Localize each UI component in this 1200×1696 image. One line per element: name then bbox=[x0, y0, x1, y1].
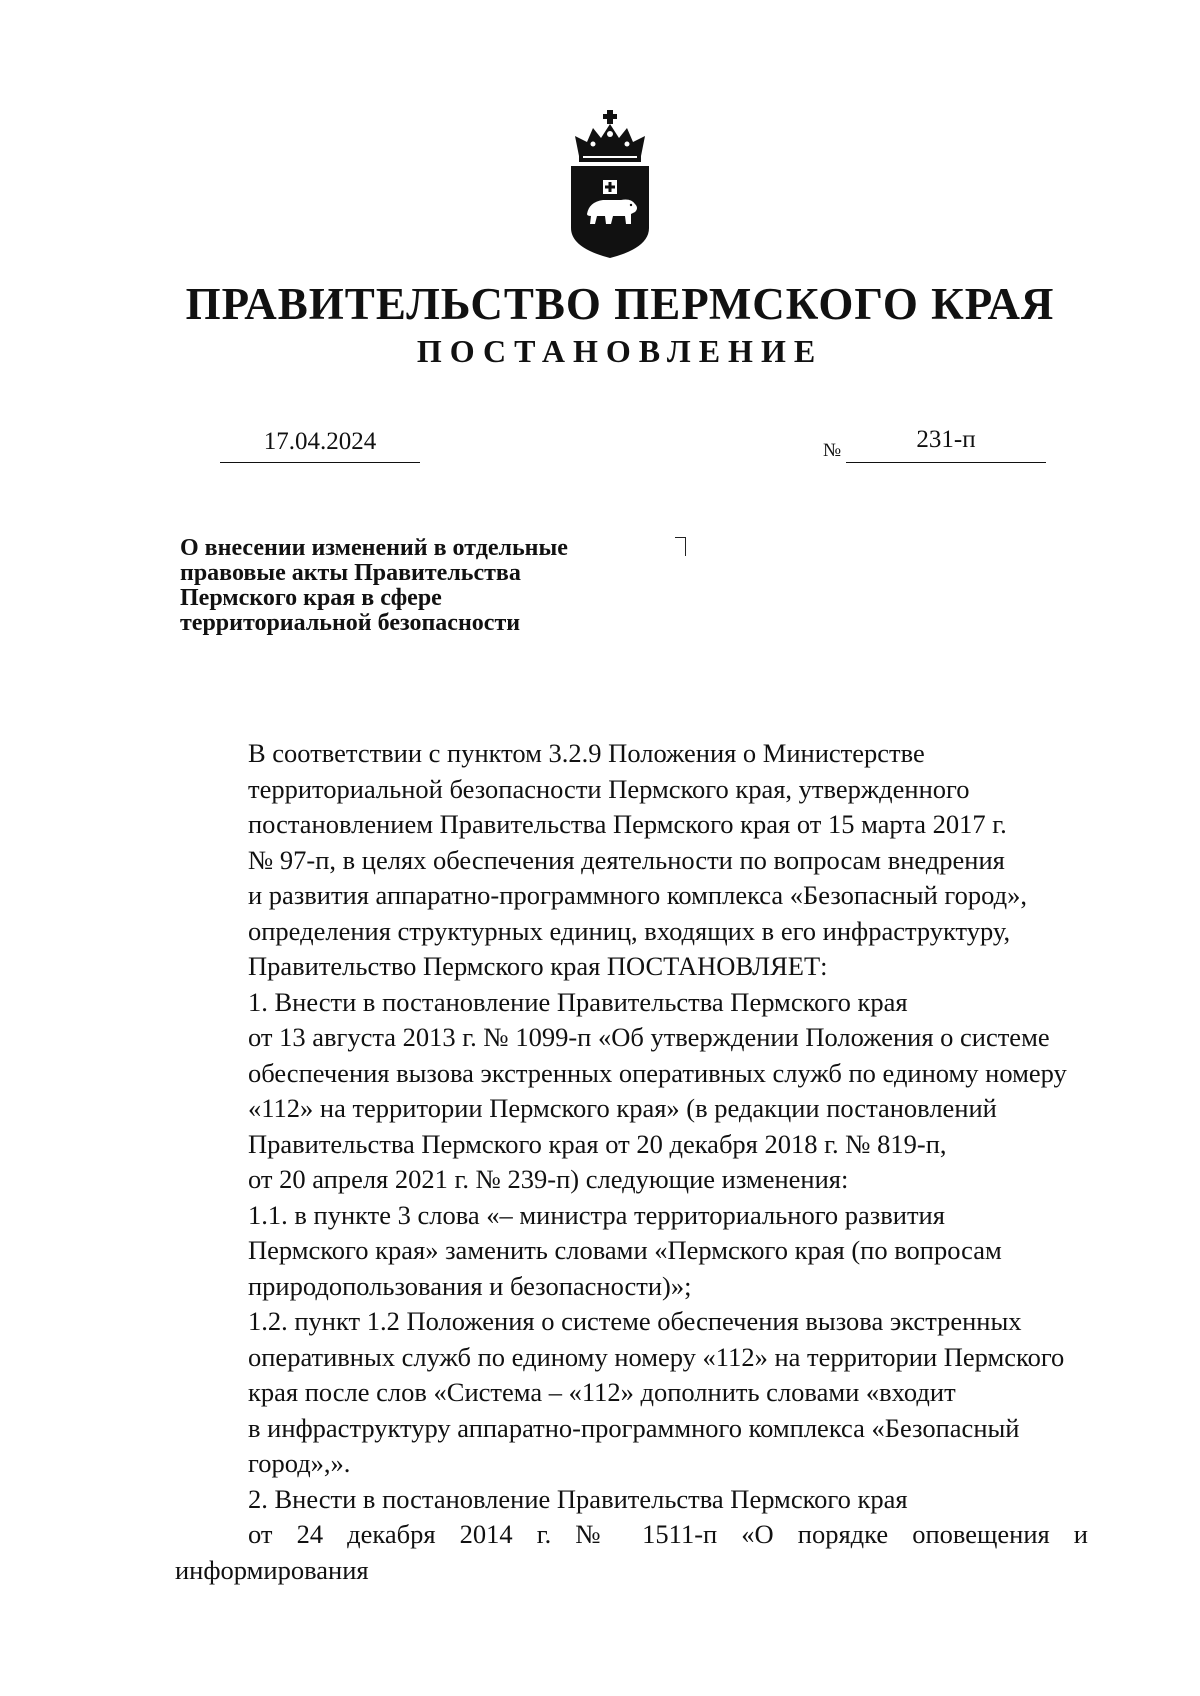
number-underline bbox=[846, 462, 1046, 463]
subject-line: территориальной безопасности bbox=[180, 610, 521, 636]
resolves-paragraph: Правительство Пермского края ПОСТАНОВЛЯЕТ: bbox=[248, 951, 828, 981]
clause-1-paragraph: 1. Внести в постановление Правительства Пермского края от 13 августа 2013 г. № 1099-п «Об утверждении Положения о системе обеспечения вызова экстренных оперативных служб по единому номеру «112» на территории Пермского края» (в редакции постановлений Правительства Пермского края от 20 декабря 2018 г. № 819-п, от 20 апреля 2021 г. № 239-п) следующие изменения: bbox=[248, 986, 1067, 1194]
document-date: 17.04.2024 bbox=[263, 428, 377, 455]
subject-corner-mark bbox=[675, 537, 686, 556]
clause-1-2-paragraph: 1.2. пункт 1.2 Положения о системе обеспечения вызова экстренных оперативных служб по единому номеру «112» на территории Пермского края после слов «Система – «112» дополнить словами «входит в инфраструктуру аппаратно-программного комплекса «Безопасный город»,». bbox=[248, 1306, 1065, 1478]
subject-line: О внесении изменений в отдельные bbox=[180, 535, 568, 561]
document-type: ПОСТАНОВЛЕНИЕ bbox=[416, 333, 824, 369]
date-underline bbox=[220, 462, 420, 463]
document-body bbox=[175, 736, 1088, 1588]
clause-2-paragraph: 2. Внести в постановление Правительства Пермского края от 24 декабря 2014 г. № 1511-п «О порядке оповещения и информирования bbox=[175, 1483, 1088, 1585]
preamble-paragraph: В соответствии с пунктом 3.2.9 Положения о Министерстве территориальной безопасности Пермского края, утвержденного постановлением Правительства Пермского края от 15 марта 2017 г. № 97-п, в целях обеспечения деятельности по вопросам внедрения и развития аппаратно-программного комплекса «Безопасный город», определения структурных единиц, входящих в его инфраструктуру, bbox=[248, 738, 1027, 946]
document-number: 231-п bbox=[916, 426, 976, 453]
government-title: ПРАВИТЕЛЬСТВО ПЕРМСКОГО КРАЯ bbox=[185, 279, 1055, 329]
document-subject bbox=[180, 536, 700, 636]
subject-line: правовые акты Правительства bbox=[180, 560, 521, 586]
perm-krai-coat-of-arms-icon bbox=[565, 110, 655, 260]
number-sign: № bbox=[823, 440, 842, 461]
subject-line: Пермского края в сфере bbox=[180, 585, 442, 611]
clause-1-1-paragraph: 1.1. в пункте 3 слова «– министра территориального развития Пермского края» заменить словами «Пермского края (по вопросам природопользования и безопасности)»; bbox=[248, 1199, 1002, 1301]
